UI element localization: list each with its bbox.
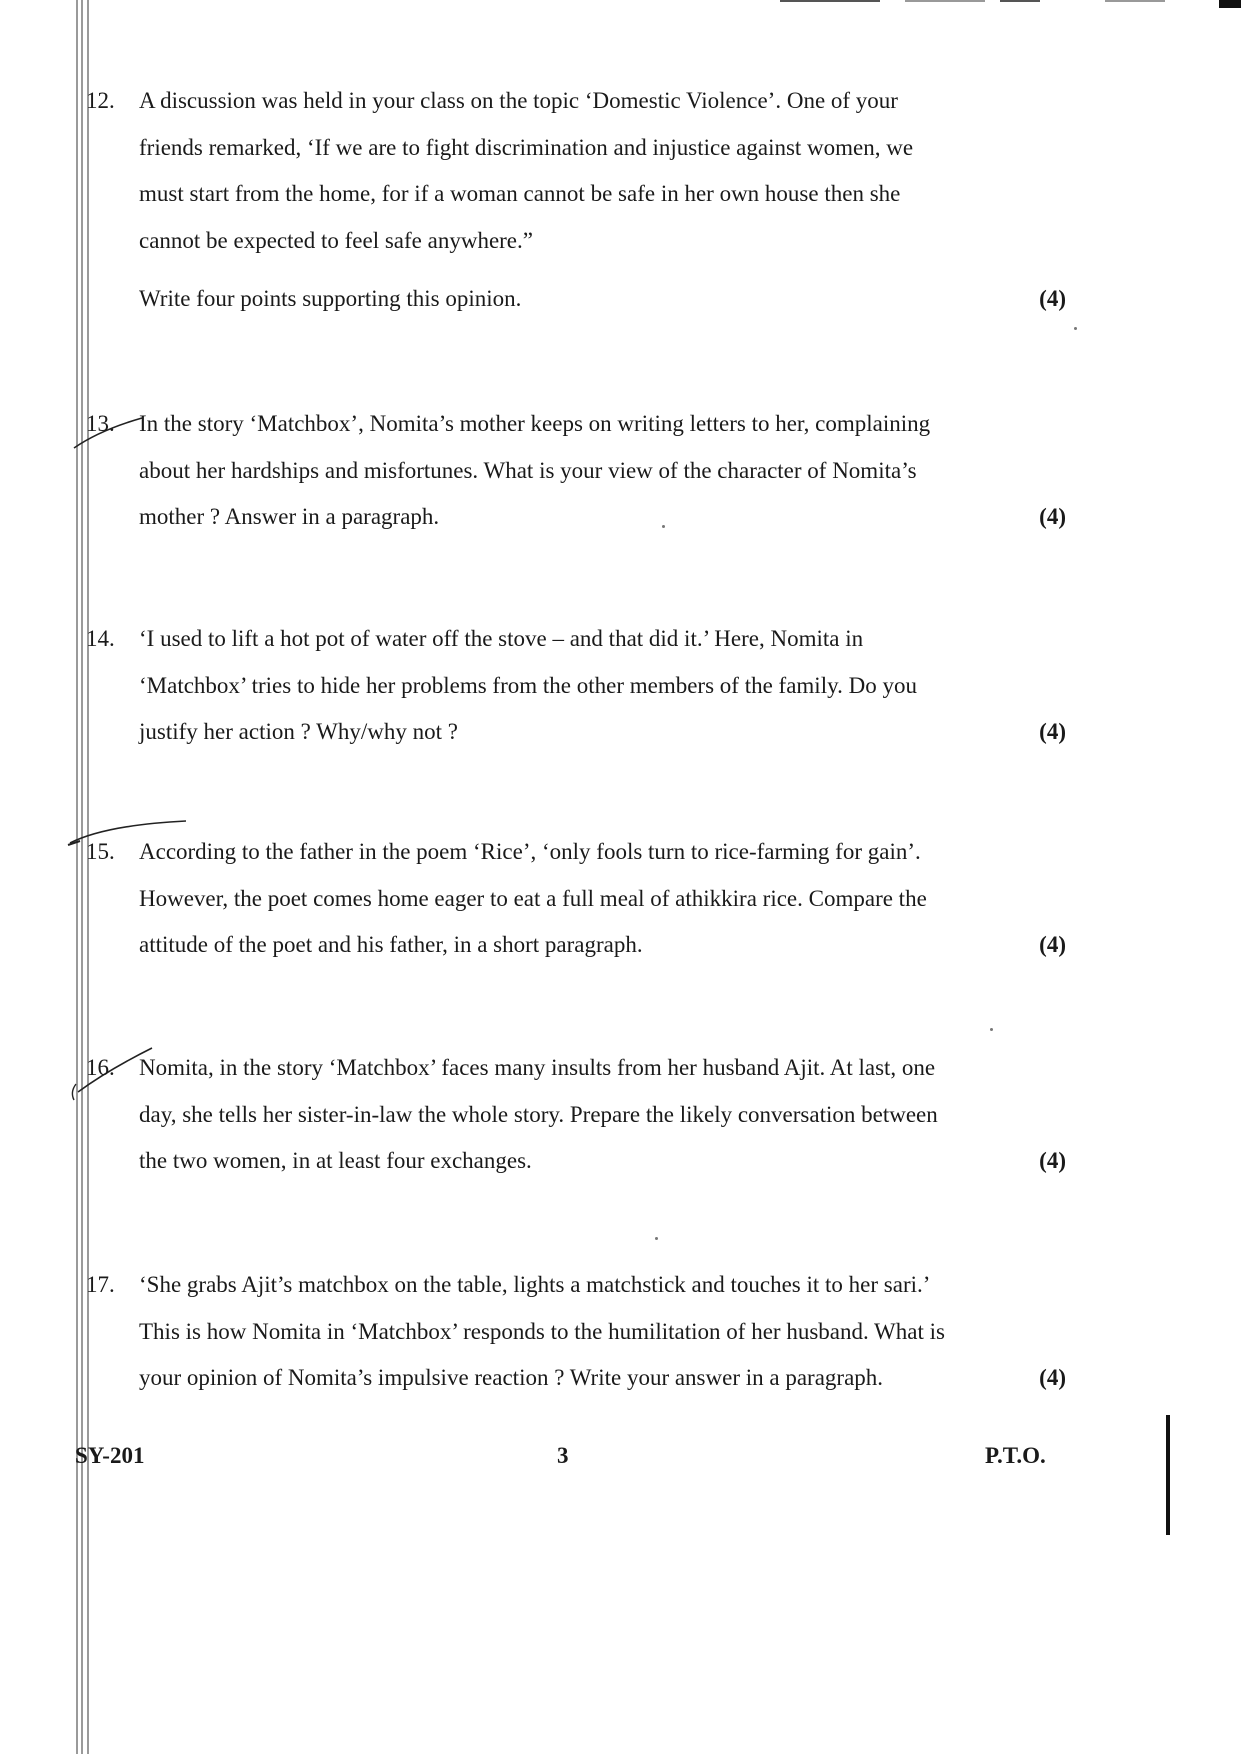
top-edge-rule xyxy=(780,0,880,2)
question-16 xyxy=(86,1045,1066,1185)
scan-speck xyxy=(655,1237,658,1240)
question-text xyxy=(139,1045,1066,1185)
question-17 xyxy=(86,1262,1066,1402)
question-line: the two women, in at least four exchanges. xyxy=(139,1148,532,1173)
question-line: justify her action ? Why/why not ? xyxy=(139,719,458,744)
question-number: 15. xyxy=(86,839,115,864)
scan-speck xyxy=(1074,327,1077,330)
question-line: your opinion of Nomita’s impulsive reaction ? Write your answer in a paragraph. xyxy=(139,1365,884,1390)
question-line: attitude of the poet and his father, in a short paragraph. xyxy=(139,932,643,957)
page-number: 3 xyxy=(557,1443,569,1468)
question-line: mother ? Answer in a paragraph. xyxy=(139,504,440,529)
question-number: 13. xyxy=(86,411,115,436)
scan-margin-bar xyxy=(1166,1415,1170,1535)
paper-code: SY-201 xyxy=(75,1443,145,1468)
top-edge-rule xyxy=(1000,0,1040,2)
question-line: ‘Matchbox’ tries to hide her problems from the other members of the family. Do you xyxy=(139,672,917,698)
marks-label: (4) xyxy=(1039,719,1066,744)
question-line: friends remarked, ‘If we are to fight discrimination and injustice against women, we xyxy=(139,134,914,160)
scan-speck xyxy=(990,1028,993,1031)
marks-label: (4) xyxy=(1039,1148,1066,1173)
binding-line xyxy=(81,0,83,1754)
question-line: A discussion was held in your class on the topic ‘Domestic Violence’. One of your xyxy=(139,88,898,113)
question-14 xyxy=(86,616,1066,756)
question-15 xyxy=(86,829,1066,969)
question-text xyxy=(139,1262,1066,1402)
question-line: In the story ‘Matchbox’, Nomita’s mother keeps on writing letters to her, complaining xyxy=(139,411,931,436)
question-12 xyxy=(86,78,1066,323)
question-line: day, she tells her sister-in-law the whole story. Prepare the likely conversation between xyxy=(139,1101,938,1127)
question-line: Nomita, in the story ‘Matchbox’ faces many insults from her husband Ajit. At last, one xyxy=(139,1055,936,1080)
question-instruction: Write four points supporting this opinion. xyxy=(139,286,522,311)
question-line: about her hardships and misfortunes. What is your view of the character of Nomita’s xyxy=(139,457,917,483)
question-line: According to the father in the poem ‘Rice’, ‘only fools turn to rice-farming for gain’. xyxy=(139,839,921,864)
please-turn-over: P.T.O. xyxy=(985,1443,1046,1468)
corner-mark xyxy=(1219,0,1241,8)
marks-label: (4) xyxy=(1039,286,1066,311)
question-line: However, the poet comes home eager to eat a full meal of athikkira rice. Compare the xyxy=(139,885,927,911)
binding-line xyxy=(76,0,78,1754)
top-edge-rule xyxy=(1105,0,1165,2)
marks-label: (4) xyxy=(1039,1365,1066,1390)
question-number: 14. xyxy=(86,626,115,651)
question-line: ‘She grabs Ajit’s matchbox on the table, lights a matchstick and touches it to her sari.’ xyxy=(139,1272,931,1297)
question-text xyxy=(139,401,1066,541)
question-text xyxy=(139,78,1066,323)
question-line: must start from the home, for if a woman cannot be safe in her own house then she xyxy=(139,181,901,206)
question-line: This is how Nomita in ‘Matchbox’ responds to the humilitation of her husband. What is xyxy=(139,1318,945,1344)
marks-label: (4) xyxy=(1039,504,1066,529)
question-line: cannot be expected to feel safe anywhere.” xyxy=(139,227,533,253)
question-number: 12. xyxy=(86,88,115,113)
question-13 xyxy=(86,401,1066,541)
question-text xyxy=(139,616,1066,756)
marks-label: (4) xyxy=(1039,932,1066,957)
question-number: 17. xyxy=(86,1272,115,1297)
question-text xyxy=(139,829,1066,969)
top-edge-rule xyxy=(905,0,985,2)
question-number: 16. xyxy=(86,1055,115,1080)
question-line: ‘I used to lift a hot pot of water off the stove – and that did it.’ Here, Nomita in xyxy=(139,626,864,651)
